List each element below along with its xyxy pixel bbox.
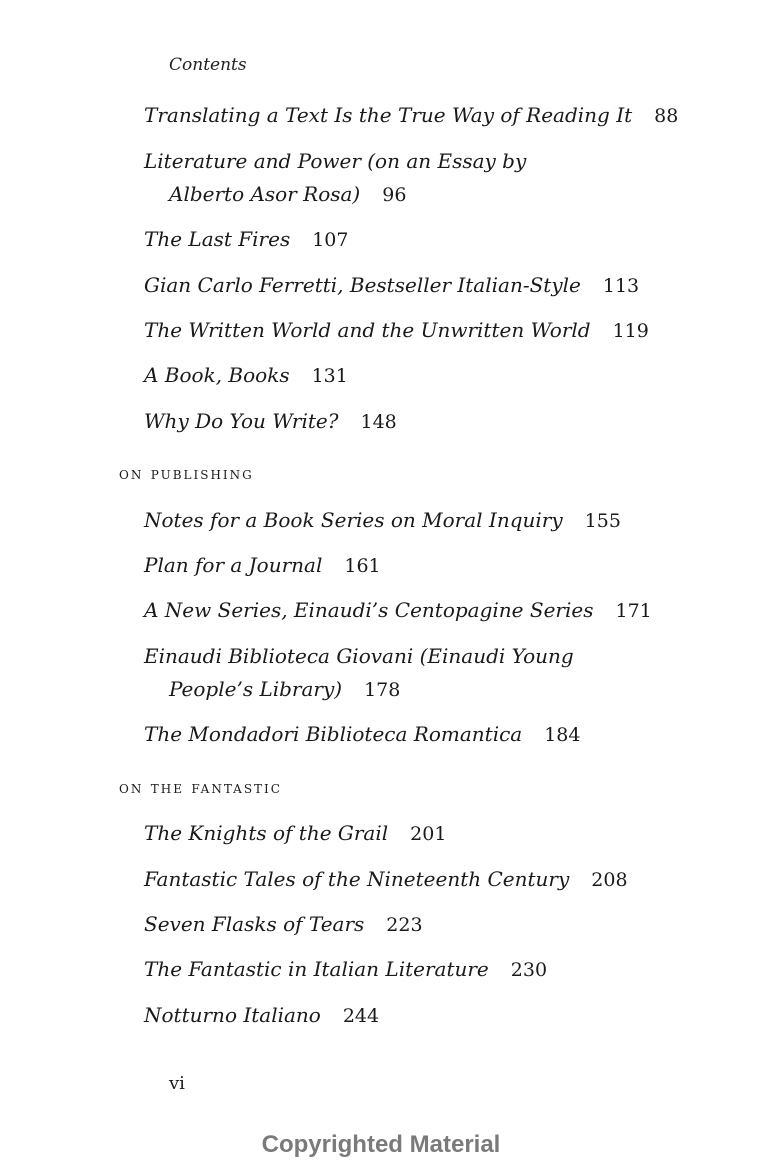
toc-entry-title: A New Series, Einaudi’s Centopagine Series	[144, 598, 594, 622]
toc-entry-page: 230	[510, 959, 548, 981]
toc-entry-title: Notes for a Book Series on Moral Inquiry	[144, 508, 563, 532]
toc-entry-page: 88	[654, 105, 679, 127]
toc-entry[interactable]	[144, 99, 679, 133]
toc-entry-title: Translating a Text Is the True Way of Reading It	[144, 103, 633, 127]
toc-entry-page: 113	[602, 275, 640, 297]
toc-entry-title: Gian Carlo Ferretti, Bestseller Italian-Style	[144, 273, 581, 297]
page-number: vi	[169, 1073, 185, 1094]
toc-entry[interactable]	[144, 953, 664, 987]
running-head: Contents	[169, 55, 247, 75]
toc-entry-title-continuation: Alberto Asor Rosa)	[169, 182, 361, 206]
toc-entry[interactable]	[144, 594, 664, 628]
copyright-watermark: Copyrighted Material	[261, 1131, 501, 1158]
toc-entry[interactable]	[144, 145, 664, 212]
toc-entry-page: 107	[312, 229, 349, 251]
toc-entry-page: 96	[382, 184, 407, 206]
toc-entry-page: 131	[311, 365, 348, 387]
toc-entry-title: Einaudi Biblioteca Giovani (Einaudi Young	[144, 644, 574, 668]
toc-entry-page: 208	[591, 869, 628, 891]
toc-entry-title: The Fantastic in Italian Literature	[144, 957, 489, 981]
toc-entry[interactable]	[144, 863, 664, 897]
toc-entry-page: 244	[342, 1005, 380, 1027]
toc-entry[interactable]	[144, 223, 664, 257]
toc-entry-title: The Last Fires	[144, 227, 291, 251]
toc-entry[interactable]	[144, 314, 664, 348]
toc-entry-title: The Knights of the Grail	[144, 821, 389, 845]
toc-entry-title: Seven Flasks of Tears	[144, 912, 365, 936]
toc-entry-page: 184	[544, 724, 581, 746]
toc-entry-title: Notturno Italiano	[144, 1003, 321, 1027]
toc-entry[interactable]	[144, 359, 664, 393]
toc-entry-title: Fantastic Tales of the Nineteenth Century	[144, 867, 570, 891]
toc-entry[interactable]	[144, 999, 664, 1033]
toc-entry[interactable]	[144, 640, 664, 707]
toc-entry-title: A Book, Books	[144, 363, 290, 387]
section-heading-publishing: on publishing	[119, 464, 254, 484]
toc-entry-page: 223	[386, 914, 423, 936]
toc-entry[interactable]	[144, 269, 664, 303]
toc-entry-page: 148	[360, 411, 397, 433]
toc-entry-page: 178	[364, 679, 401, 701]
toc-entry[interactable]	[144, 405, 664, 439]
toc-entry-page: 201	[410, 823, 447, 845]
toc-entry-title: Why Do You Write?	[144, 409, 339, 433]
toc-entry-title: Plan for a Journal	[144, 553, 323, 577]
toc-entry-title: The Written World and the Unwritten World	[144, 318, 591, 342]
toc-entry-page: 161	[344, 555, 381, 577]
section-heading-fantastic: on the fantastic	[119, 778, 282, 798]
toc-entry-page: 155	[584, 510, 621, 532]
toc-entry[interactable]	[144, 549, 664, 583]
toc-entry[interactable]	[144, 908, 664, 942]
toc-entry-title: Literature and Power (on an Essay by	[144, 149, 527, 173]
toc-entry-title: The Mondadori Biblioteca Romantica	[144, 722, 523, 746]
toc-entry[interactable]	[144, 718, 664, 752]
toc-entry-title-continuation: People’s Library)	[169, 677, 343, 701]
toc-entry-page: 119	[612, 320, 649, 342]
toc-entry-page: 171	[615, 600, 652, 622]
toc-entry[interactable]	[144, 817, 664, 851]
toc-entry[interactable]	[144, 504, 664, 538]
